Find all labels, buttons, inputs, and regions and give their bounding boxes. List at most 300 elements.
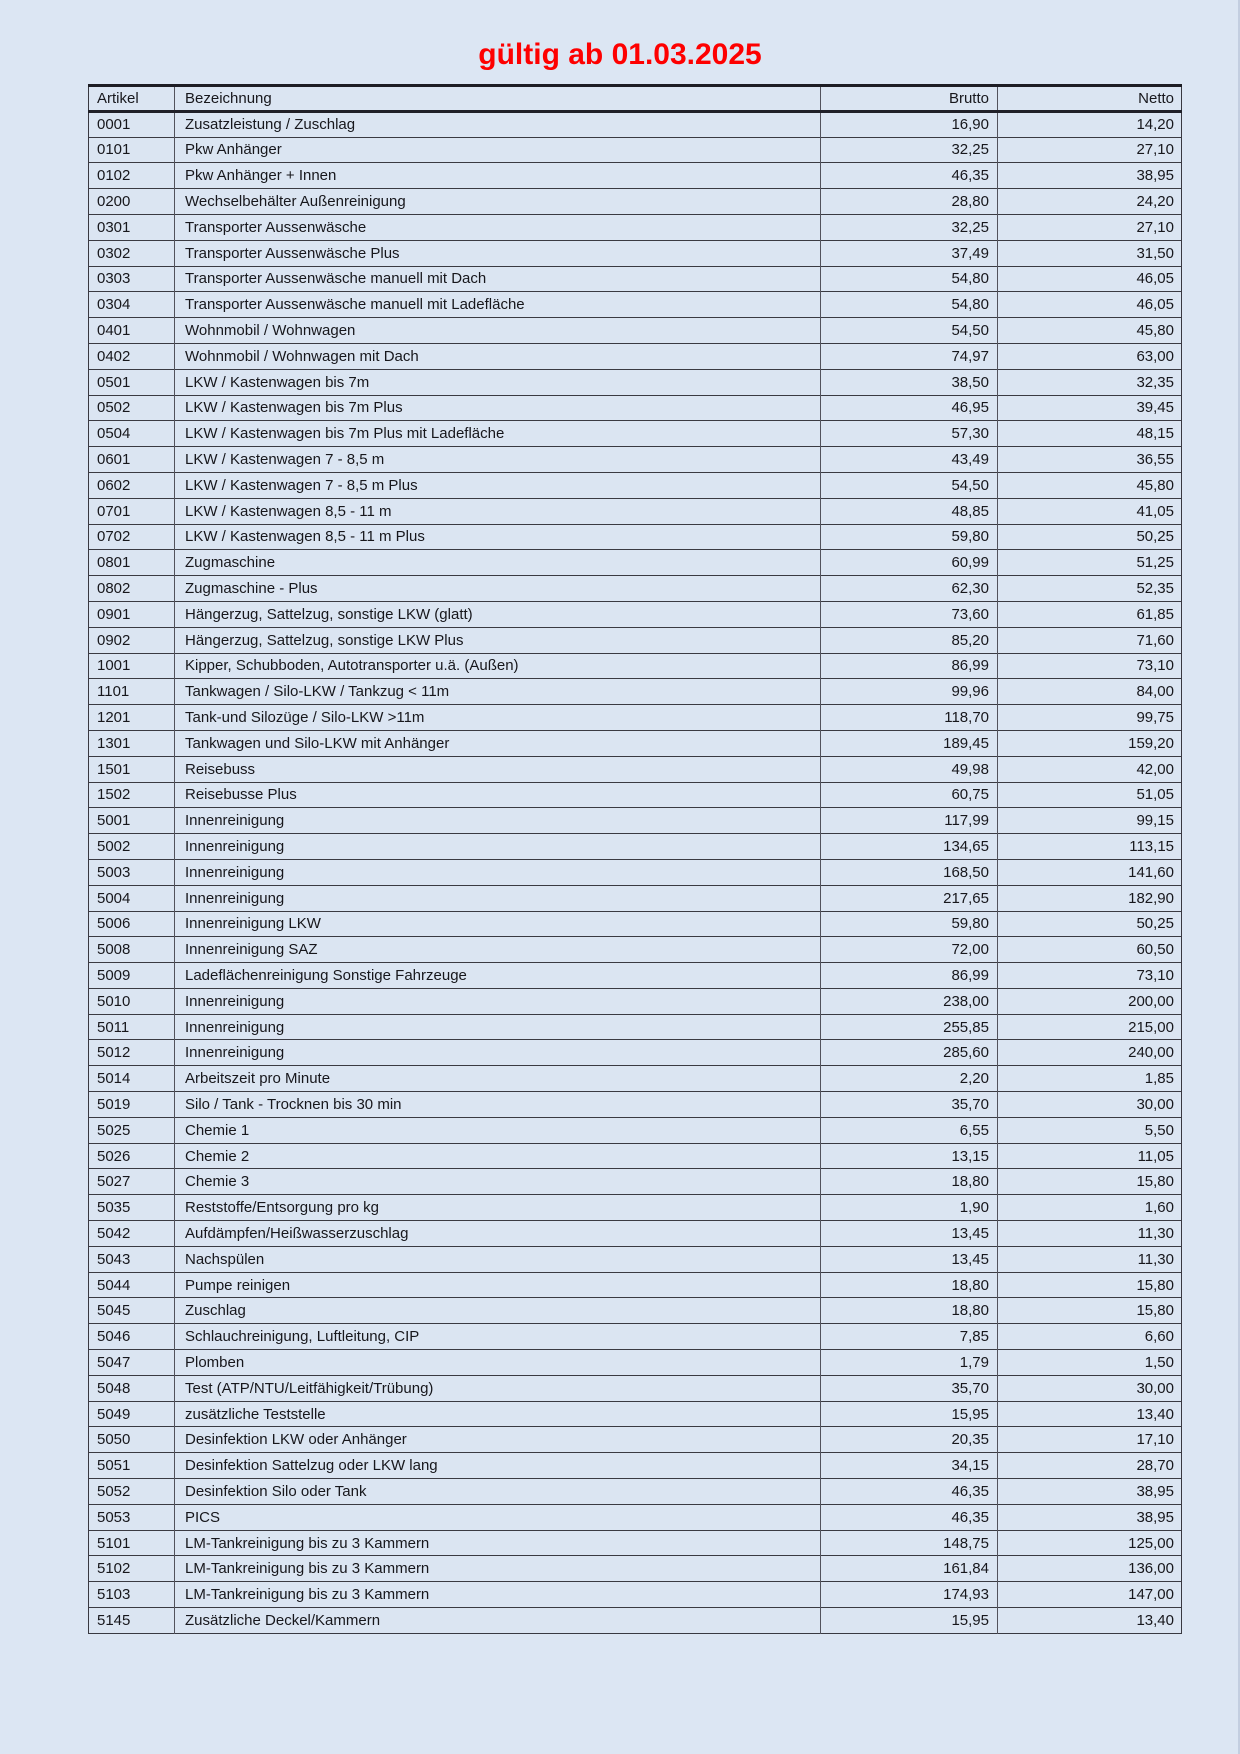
table-row	[89, 1350, 1182, 1376]
cell-brutto: 16,90	[821, 111, 998, 137]
cell-netto: 17,10	[998, 1427, 1182, 1453]
table-row	[89, 1608, 1182, 1634]
cell-netto: 28,70	[998, 1453, 1182, 1479]
cell-bezeichnung: Transporter Aussenwäsche Plus	[175, 240, 821, 266]
cell-netto: 48,15	[998, 421, 1182, 447]
table-row	[89, 834, 1182, 860]
cell-netto: 61,85	[998, 601, 1182, 627]
table-row	[89, 1530, 1182, 1556]
cell-artikel: 5009	[89, 963, 175, 989]
table-row	[89, 1556, 1182, 1582]
cell-bezeichnung: Innenreinigung	[175, 808, 821, 834]
table-row	[89, 1066, 1182, 1092]
column-header-brutto: Brutto	[821, 86, 998, 112]
cell-netto: 38,95	[998, 1479, 1182, 1505]
table-row	[89, 1092, 1182, 1118]
cell-brutto: 46,35	[821, 1479, 998, 1505]
cell-netto: 51,25	[998, 550, 1182, 576]
cell-netto: 240,00	[998, 1040, 1182, 1066]
column-header-bezeichnung: Bezeichnung	[175, 86, 821, 112]
cell-artikel: 5025	[89, 1117, 175, 1143]
cell-bezeichnung: Zusätzliche Deckel/Kammern	[175, 1608, 821, 1634]
cell-brutto: 35,70	[821, 1375, 998, 1401]
cell-artikel: 5035	[89, 1195, 175, 1221]
cell-bezeichnung: Pkw Anhänger + Innen	[175, 163, 821, 189]
table-row	[89, 343, 1182, 369]
table-row	[89, 421, 1182, 447]
table-row	[89, 782, 1182, 808]
cell-netto: 30,00	[998, 1375, 1182, 1401]
cell-netto: 38,95	[998, 163, 1182, 189]
cell-netto: 11,05	[998, 1143, 1182, 1169]
cell-brutto: 59,80	[821, 524, 998, 550]
cell-brutto: 35,70	[821, 1092, 998, 1118]
table-row	[89, 447, 1182, 473]
cell-bezeichnung: Innenreinigung	[175, 1014, 821, 1040]
cell-netto: 1,50	[998, 1350, 1182, 1376]
cell-artikel: 0501	[89, 369, 175, 395]
cell-bezeichnung: Pkw Anhänger	[175, 137, 821, 163]
table-row	[89, 937, 1182, 963]
cell-artikel: 0301	[89, 214, 175, 240]
cell-artikel: 5101	[89, 1530, 175, 1556]
cell-netto: 42,00	[998, 756, 1182, 782]
cell-artikel: 5001	[89, 808, 175, 834]
cell-artikel: 5046	[89, 1324, 175, 1350]
cell-brutto: 168,50	[821, 859, 998, 885]
cell-brutto: 37,49	[821, 240, 998, 266]
cell-brutto: 54,50	[821, 318, 998, 344]
cell-brutto: 59,80	[821, 911, 998, 937]
cell-brutto: 174,93	[821, 1582, 998, 1608]
cell-brutto: 238,00	[821, 988, 998, 1014]
table-row	[89, 911, 1182, 937]
cell-brutto: 34,15	[821, 1453, 998, 1479]
cell-bezeichnung: Silo / Tank - Trocknen bis 30 min	[175, 1092, 821, 1118]
table-row	[89, 601, 1182, 627]
cell-brutto: 54,80	[821, 266, 998, 292]
cell-netto: 113,15	[998, 834, 1182, 860]
cell-brutto: 118,70	[821, 705, 998, 731]
cell-artikel: 5048	[89, 1375, 175, 1401]
cell-artikel: 0402	[89, 343, 175, 369]
cell-artikel: 5103	[89, 1582, 175, 1608]
cell-bezeichnung: Wohnmobil / Wohnwagen mit Dach	[175, 343, 821, 369]
cell-artikel: 5102	[89, 1556, 175, 1582]
table-header	[89, 86, 1182, 112]
cell-netto: 41,05	[998, 498, 1182, 524]
table-row	[89, 318, 1182, 344]
cell-bezeichnung: Hängerzug, Sattelzug, sonstige LKW (glatt)	[175, 601, 821, 627]
cell-netto: 182,90	[998, 885, 1182, 911]
table-row	[89, 808, 1182, 834]
table-row	[89, 1427, 1182, 1453]
cell-artikel: 5053	[89, 1504, 175, 1530]
cell-brutto: 15,95	[821, 1608, 998, 1634]
cell-bezeichnung: Test (ATP/NTU/Leitfähigkeit/Trübung)	[175, 1375, 821, 1401]
cell-artikel: 5002	[89, 834, 175, 860]
cell-brutto: 46,35	[821, 1504, 998, 1530]
cell-brutto: 255,85	[821, 1014, 998, 1040]
table-row	[89, 1479, 1182, 1505]
cell-artikel: 5051	[89, 1453, 175, 1479]
cell-brutto: 7,85	[821, 1324, 998, 1350]
cell-artikel: 5026	[89, 1143, 175, 1169]
cell-artikel: 0401	[89, 318, 175, 344]
cell-artikel: 5045	[89, 1298, 175, 1324]
table-row	[89, 240, 1182, 266]
cell-bezeichnung: Zugmaschine - Plus	[175, 576, 821, 602]
cell-bezeichnung: Reisebuss	[175, 756, 821, 782]
cell-netto: 13,40	[998, 1401, 1182, 1427]
cell-artikel: 0302	[89, 240, 175, 266]
cell-netto: 11,30	[998, 1221, 1182, 1247]
table-row	[89, 1582, 1182, 1608]
cell-brutto: 285,60	[821, 1040, 998, 1066]
cell-netto: 136,00	[998, 1556, 1182, 1582]
table-row	[89, 1324, 1182, 1350]
cell-brutto: 46,95	[821, 395, 998, 421]
table-row	[89, 1221, 1182, 1247]
column-header-netto: Netto	[998, 86, 1182, 112]
cell-bezeichnung: Tankwagen und Silo-LKW mit Anhänger	[175, 730, 821, 756]
cell-netto: 84,00	[998, 679, 1182, 705]
cell-bezeichnung: Transporter Aussenwäsche manuell mit Dach	[175, 266, 821, 292]
table-row	[89, 111, 1182, 137]
column-header-artikel: Artikel	[89, 86, 175, 112]
cell-brutto: 217,65	[821, 885, 998, 911]
cell-brutto: 62,30	[821, 576, 998, 602]
cell-artikel: 1001	[89, 653, 175, 679]
cell-brutto: 18,80	[821, 1169, 998, 1195]
cell-bezeichnung: Chemie 2	[175, 1143, 821, 1169]
cell-bezeichnung: LKW / Kastenwagen 7 - 8,5 m	[175, 447, 821, 473]
table-row	[89, 1040, 1182, 1066]
cell-brutto: 117,99	[821, 808, 998, 834]
table-row	[89, 163, 1182, 189]
cell-netto: 27,10	[998, 137, 1182, 163]
table-row	[89, 1014, 1182, 1040]
cell-artikel: 0304	[89, 292, 175, 318]
cell-bezeichnung: PICS	[175, 1504, 821, 1530]
cell-artikel: 0303	[89, 266, 175, 292]
table-row	[89, 1169, 1182, 1195]
cell-bezeichnung: Innenreinigung LKW	[175, 911, 821, 937]
cell-bezeichnung: Chemie 1	[175, 1117, 821, 1143]
cell-netto: 50,25	[998, 524, 1182, 550]
cell-bezeichnung: Zugmaschine	[175, 550, 821, 576]
cell-netto: 1,60	[998, 1195, 1182, 1221]
cell-brutto: 32,25	[821, 214, 998, 240]
cell-netto: 73,10	[998, 653, 1182, 679]
table-row	[89, 266, 1182, 292]
table-row	[89, 292, 1182, 318]
table-row	[89, 859, 1182, 885]
cell-brutto: 148,75	[821, 1530, 998, 1556]
cell-bezeichnung: Hängerzug, Sattelzug, sonstige LKW Plus	[175, 627, 821, 653]
cell-netto: 99,15	[998, 808, 1182, 834]
cell-netto: 14,20	[998, 111, 1182, 137]
cell-brutto: 48,85	[821, 498, 998, 524]
table-row	[89, 214, 1182, 240]
cell-netto: 45,80	[998, 472, 1182, 498]
cell-netto: 13,40	[998, 1608, 1182, 1634]
cell-brutto: 28,80	[821, 189, 998, 215]
cell-bezeichnung: LKW / Kastenwagen 7 - 8,5 m Plus	[175, 472, 821, 498]
cell-bezeichnung: Kipper, Schubboden, Autotransporter u.ä. (Außen)	[175, 653, 821, 679]
cell-bezeichnung: Chemie 3	[175, 1169, 821, 1195]
cell-brutto: 13,45	[821, 1221, 998, 1247]
cell-netto: 1,85	[998, 1066, 1182, 1092]
cell-netto: 27,10	[998, 214, 1182, 240]
cell-netto: 159,20	[998, 730, 1182, 756]
cell-artikel: 0602	[89, 472, 175, 498]
price-table	[88, 84, 1182, 1634]
cell-artikel: 0502	[89, 395, 175, 421]
cell-bezeichnung: Innenreinigung	[175, 859, 821, 885]
cell-artikel: 0902	[89, 627, 175, 653]
cell-netto: 24,20	[998, 189, 1182, 215]
cell-bezeichnung: Zuschlag	[175, 1298, 821, 1324]
cell-artikel: 5014	[89, 1066, 175, 1092]
cell-bezeichnung: Nachspülen	[175, 1246, 821, 1272]
cell-artikel: 5052	[89, 1479, 175, 1505]
table-row	[89, 653, 1182, 679]
cell-bezeichnung: Tankwagen / Silo-LKW / Tankzug < 11m	[175, 679, 821, 705]
cell-brutto: 18,80	[821, 1272, 998, 1298]
cell-bezeichnung: LM-Tankreinigung bis zu 3 Kammern	[175, 1530, 821, 1556]
cell-artikel: 5006	[89, 911, 175, 937]
cell-brutto: 38,50	[821, 369, 998, 395]
cell-bezeichnung: Ladeflächenreinigung Sonstige Fahrzeuge	[175, 963, 821, 989]
table-row	[89, 369, 1182, 395]
cell-brutto: 57,30	[821, 421, 998, 447]
cell-bezeichnung: Schlauchreinigung, Luftleitung, CIP	[175, 1324, 821, 1350]
cell-bezeichnung: LM-Tankreinigung bis zu 3 Kammern	[175, 1582, 821, 1608]
table-row	[89, 730, 1182, 756]
cell-artikel: 1502	[89, 782, 175, 808]
cell-brutto: 60,99	[821, 550, 998, 576]
cell-netto: 15,80	[998, 1298, 1182, 1324]
cell-bezeichnung: Transporter Aussenwäsche manuell mit Ladefläche	[175, 292, 821, 318]
cell-netto: 51,05	[998, 782, 1182, 808]
cell-netto: 60,50	[998, 937, 1182, 963]
cell-netto: 99,75	[998, 705, 1182, 731]
table-row	[89, 1401, 1182, 1427]
cell-artikel: 0001	[89, 111, 175, 137]
table-row	[89, 189, 1182, 215]
cell-brutto: 13,45	[821, 1246, 998, 1272]
cell-brutto: 20,35	[821, 1427, 998, 1453]
cell-netto: 5,50	[998, 1117, 1182, 1143]
cell-artikel: 0701	[89, 498, 175, 524]
table-row	[89, 576, 1182, 602]
table-row	[89, 472, 1182, 498]
cell-bezeichnung: Wohnmobil / Wohnwagen	[175, 318, 821, 344]
cell-artikel: 5011	[89, 1014, 175, 1040]
cell-bezeichnung: Reisebusse Plus	[175, 782, 821, 808]
cell-brutto: 13,15	[821, 1143, 998, 1169]
table-body	[89, 111, 1182, 1633]
cell-bezeichnung: Desinfektion Silo oder Tank	[175, 1479, 821, 1505]
cell-brutto: 46,35	[821, 163, 998, 189]
cell-bezeichnung: Innenreinigung	[175, 885, 821, 911]
cell-bezeichnung: Arbeitszeit pro Minute	[175, 1066, 821, 1092]
cell-bezeichnung: Transporter Aussenwäsche	[175, 214, 821, 240]
cell-brutto: 72,00	[821, 937, 998, 963]
header-row	[89, 86, 1182, 112]
table-row	[89, 1375, 1182, 1401]
cell-artikel: 0702	[89, 524, 175, 550]
cell-artikel: 0101	[89, 137, 175, 163]
table-row	[89, 1195, 1182, 1221]
cell-netto: 38,95	[998, 1504, 1182, 1530]
cell-artikel: 0801	[89, 550, 175, 576]
cell-brutto: 189,45	[821, 730, 998, 756]
cell-artikel: 5044	[89, 1272, 175, 1298]
cell-brutto: 86,99	[821, 653, 998, 679]
cell-artikel: 1301	[89, 730, 175, 756]
cell-bezeichnung: LM-Tankreinigung bis zu 3 Kammern	[175, 1556, 821, 1582]
cell-artikel: 5043	[89, 1246, 175, 1272]
table-row	[89, 1504, 1182, 1530]
cell-artikel: 5027	[89, 1169, 175, 1195]
cell-artikel: 0200	[89, 189, 175, 215]
table-row	[89, 1143, 1182, 1169]
cell-bezeichnung: LKW / Kastenwagen bis 7m Plus mit Ladefläche	[175, 421, 821, 447]
cell-brutto: 49,98	[821, 756, 998, 782]
cell-brutto: 73,60	[821, 601, 998, 627]
cell-netto: 11,30	[998, 1246, 1182, 1272]
cell-bezeichnung: Wechselbehälter Außenreinigung	[175, 189, 821, 215]
cell-bezeichnung: LKW / Kastenwagen bis 7m Plus	[175, 395, 821, 421]
cell-artikel: 5010	[89, 988, 175, 1014]
cell-artikel: 1501	[89, 756, 175, 782]
cell-bezeichnung: Reststoffe/Entsorgung pro kg	[175, 1195, 821, 1221]
cell-netto: 125,00	[998, 1530, 1182, 1556]
table-row	[89, 988, 1182, 1014]
cell-artikel: 5004	[89, 885, 175, 911]
cell-bezeichnung: LKW / Kastenwagen 8,5 - 11 m Plus	[175, 524, 821, 550]
cell-netto: 200,00	[998, 988, 1182, 1014]
table-row	[89, 1246, 1182, 1272]
cell-bezeichnung: Innenreinigung	[175, 1040, 821, 1066]
table-row	[89, 679, 1182, 705]
cell-netto: 46,05	[998, 292, 1182, 318]
cell-artikel: 5008	[89, 937, 175, 963]
cell-brutto: 1,90	[821, 1195, 998, 1221]
cell-brutto: 2,20	[821, 1066, 998, 1092]
cell-brutto: 60,75	[821, 782, 998, 808]
cell-bezeichnung: Innenreinigung	[175, 988, 821, 1014]
table-row	[89, 395, 1182, 421]
cell-netto: 52,35	[998, 576, 1182, 602]
cell-artikel: 5047	[89, 1350, 175, 1376]
table-row	[89, 705, 1182, 731]
table-row	[89, 137, 1182, 163]
cell-netto: 15,80	[998, 1272, 1182, 1298]
cell-netto: 31,50	[998, 240, 1182, 266]
cell-bezeichnung: Innenreinigung SAZ	[175, 937, 821, 963]
cell-brutto: 15,95	[821, 1401, 998, 1427]
table-row	[89, 627, 1182, 653]
cell-brutto: 134,65	[821, 834, 998, 860]
cell-netto: 215,00	[998, 1014, 1182, 1040]
cell-artikel: 0802	[89, 576, 175, 602]
cell-bezeichnung: Aufdämpfen/Heißwasserzuschlag	[175, 1221, 821, 1247]
table-row	[89, 885, 1182, 911]
cell-netto: 73,10	[998, 963, 1182, 989]
validity-title: gültig ab 01.03.2025	[478, 38, 762, 71]
cell-brutto: 1,79	[821, 1350, 998, 1376]
table-row	[89, 1272, 1182, 1298]
cell-artikel: 0504	[89, 421, 175, 447]
cell-bezeichnung: Desinfektion LKW oder Anhänger	[175, 1427, 821, 1453]
cell-netto: 147,00	[998, 1582, 1182, 1608]
cell-brutto: 32,25	[821, 137, 998, 163]
table-row	[89, 756, 1182, 782]
table-row	[89, 1453, 1182, 1479]
cell-netto: 71,60	[998, 627, 1182, 653]
cell-bezeichnung: Plomben	[175, 1350, 821, 1376]
cell-artikel: 5145	[89, 1608, 175, 1634]
cell-artikel: 5019	[89, 1092, 175, 1118]
table-row	[89, 963, 1182, 989]
cell-brutto: 99,96	[821, 679, 998, 705]
cell-artikel: 1101	[89, 679, 175, 705]
cell-brutto: 54,80	[821, 292, 998, 318]
table-row	[89, 550, 1182, 576]
cell-bezeichnung: LKW / Kastenwagen 8,5 - 11 m	[175, 498, 821, 524]
cell-bezeichnung: LKW / Kastenwagen bis 7m	[175, 369, 821, 395]
cell-netto: 46,05	[998, 266, 1182, 292]
cell-artikel: 5049	[89, 1401, 175, 1427]
cell-bezeichnung: Tank-und Silozüge / Silo-LKW >11m	[175, 705, 821, 731]
cell-brutto: 6,55	[821, 1117, 998, 1143]
cell-artikel: 0102	[89, 163, 175, 189]
table-row	[89, 524, 1182, 550]
cell-netto: 15,80	[998, 1169, 1182, 1195]
cell-bezeichnung: Desinfektion Sattelzug oder LKW lang	[175, 1453, 821, 1479]
cell-netto: 141,60	[998, 859, 1182, 885]
cell-netto: 6,60	[998, 1324, 1182, 1350]
cell-artikel: 0901	[89, 601, 175, 627]
cell-bezeichnung: Zusatzleistung / Zuschlag	[175, 111, 821, 137]
cell-artikel: 5042	[89, 1221, 175, 1247]
cell-bezeichnung: Pumpe reinigen	[175, 1272, 821, 1298]
cell-netto: 30,00	[998, 1092, 1182, 1118]
cell-artikel: 0601	[89, 447, 175, 473]
cell-artikel: 5012	[89, 1040, 175, 1066]
table-row	[89, 498, 1182, 524]
cell-brutto: 43,49	[821, 447, 998, 473]
cell-bezeichnung: zusätzliche Teststelle	[175, 1401, 821, 1427]
cell-netto: 32,35	[998, 369, 1182, 395]
cell-brutto: 54,50	[821, 472, 998, 498]
cell-netto: 63,00	[998, 343, 1182, 369]
cell-artikel: 1201	[89, 705, 175, 731]
cell-netto: 50,25	[998, 911, 1182, 937]
cell-netto: 36,55	[998, 447, 1182, 473]
cell-brutto: 161,84	[821, 1556, 998, 1582]
cell-netto: 45,80	[998, 318, 1182, 344]
cell-artikel: 5003	[89, 859, 175, 885]
cell-netto: 39,45	[998, 395, 1182, 421]
cell-brutto: 74,97	[821, 343, 998, 369]
cell-brutto: 86,99	[821, 963, 998, 989]
table-row	[89, 1117, 1182, 1143]
table-row	[89, 1298, 1182, 1324]
